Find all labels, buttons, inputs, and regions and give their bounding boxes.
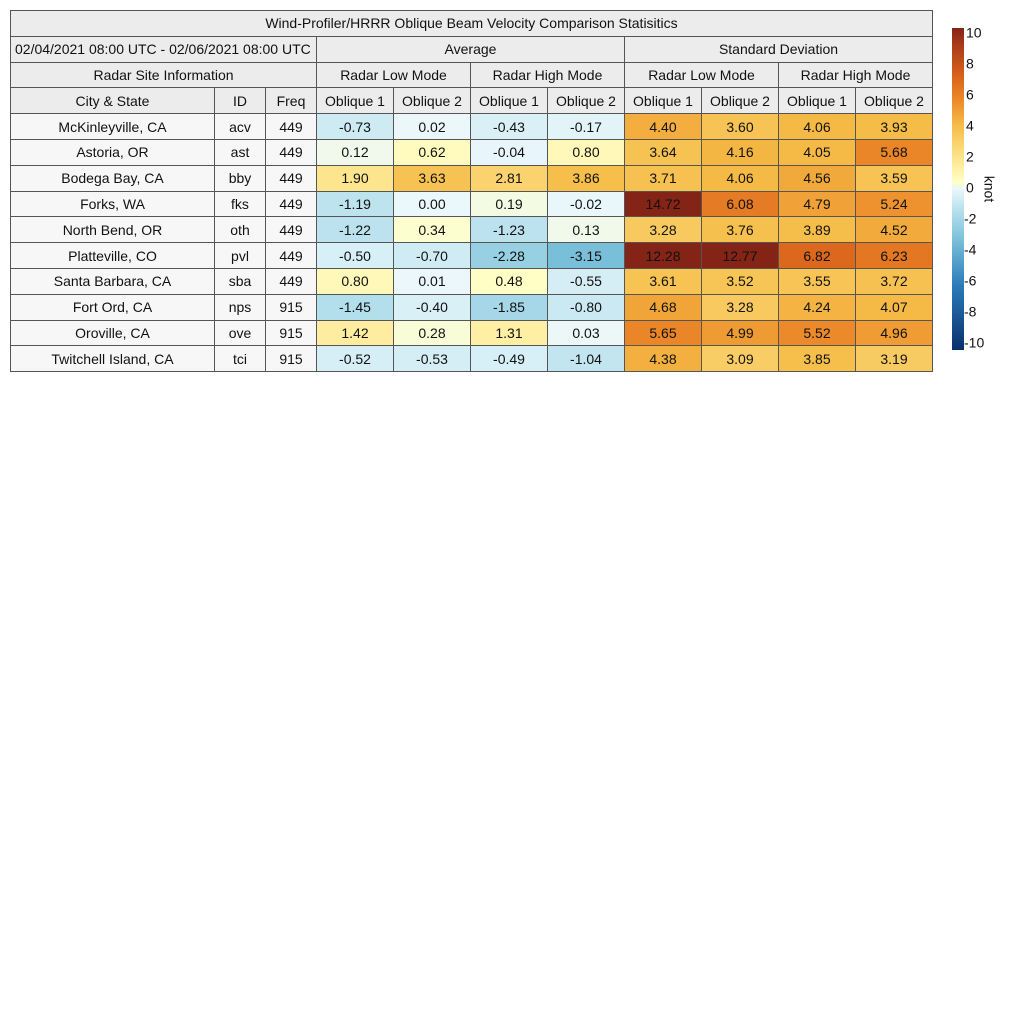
average-group-header: Average	[317, 36, 625, 62]
site-city: Bodega Bay, CA	[11, 165, 215, 191]
table-row	[11, 165, 933, 191]
value-cell: -0.40	[394, 294, 471, 320]
column-header-std-low-oblique-1: Oblique 1	[625, 88, 702, 114]
column-header-std-low-oblique-2: Oblique 2	[702, 88, 779, 114]
site-id: acv	[215, 114, 266, 140]
value-cell: 3.55	[779, 268, 856, 294]
colorbar-unit-label: knot	[981, 175, 998, 203]
value-cell: 0.03	[548, 320, 625, 346]
table-row	[11, 114, 933, 140]
value-cell: 0.80	[317, 268, 394, 294]
value-cell: -0.43	[471, 114, 548, 140]
colorbar-tick-label: 4	[966, 117, 974, 134]
value-cell: 3.71	[625, 165, 702, 191]
value-cell: 4.06	[702, 165, 779, 191]
value-cell: 3.59	[856, 165, 933, 191]
value-cell: 3.19	[856, 346, 933, 372]
column-header-avg-high-oblique-1: Oblique 1	[471, 88, 548, 114]
value-cell: 3.86	[548, 165, 625, 191]
site-id: oth	[215, 217, 266, 243]
value-cell: 2.81	[471, 165, 548, 191]
value-cell: -1.19	[317, 191, 394, 217]
value-cell: 4.16	[702, 139, 779, 165]
value-cell: 3.60	[702, 114, 779, 140]
value-cell: -0.50	[317, 243, 394, 269]
colorbar-tick-label: -10	[964, 334, 985, 351]
site-city: Platteville, CO	[11, 243, 215, 269]
value-cell: 3.72	[856, 268, 933, 294]
table-row	[11, 346, 933, 372]
value-cell: 0.13	[548, 217, 625, 243]
value-cell: 6.08	[702, 191, 779, 217]
value-cell: -0.73	[317, 114, 394, 140]
site-city: North Bend, OR	[11, 217, 215, 243]
site-freq: 449	[266, 139, 317, 165]
site-freq: 915	[266, 320, 317, 346]
value-cell: 4.79	[779, 191, 856, 217]
value-cell: 4.52	[856, 217, 933, 243]
mode-header-avg-low: Radar Low Mode	[317, 62, 471, 88]
column-header-avg-low-oblique-2: Oblique 2	[394, 88, 471, 114]
value-cell: 4.06	[779, 114, 856, 140]
site-freq: 449	[266, 217, 317, 243]
site-city: Oroville, CA	[11, 320, 215, 346]
table-row	[11, 320, 933, 346]
value-cell: 0.12	[317, 139, 394, 165]
site-info-header: Radar Site Information	[11, 62, 317, 88]
column-header-city: City & State	[11, 88, 215, 114]
value-cell: 0.19	[471, 191, 548, 217]
column-header-freq: Freq	[266, 88, 317, 114]
site-id: tci	[215, 346, 266, 372]
value-cell: 0.01	[394, 268, 471, 294]
column-header-avg-high-oblique-2: Oblique 2	[548, 88, 625, 114]
value-cell: -0.02	[548, 191, 625, 217]
value-cell: 0.62	[394, 139, 471, 165]
colorbar-tick-label: -4	[964, 241, 977, 258]
site-city: Santa Barbara, CA	[11, 268, 215, 294]
std-dev-group-header: Standard Deviation	[625, 36, 933, 62]
site-freq: 449	[266, 268, 317, 294]
value-cell: 5.52	[779, 320, 856, 346]
mode-header-std-high: Radar High Mode	[779, 62, 933, 88]
value-cell: -1.22	[317, 217, 394, 243]
value-cell: 3.63	[394, 165, 471, 191]
table-row	[11, 294, 933, 320]
value-cell: -1.85	[471, 294, 548, 320]
site-city: Astoria, OR	[11, 139, 215, 165]
site-city: Twitchell Island, CA	[11, 346, 215, 372]
value-cell: 12.77	[702, 243, 779, 269]
value-cell: 3.09	[702, 346, 779, 372]
site-freq: 449	[266, 243, 317, 269]
site-freq: 915	[266, 294, 317, 320]
value-cell: 4.07	[856, 294, 933, 320]
value-cell: 0.00	[394, 191, 471, 217]
site-id: nps	[215, 294, 266, 320]
column-header-std-high-oblique-1: Oblique 1	[779, 88, 856, 114]
table-row	[11, 268, 933, 294]
colorbar-gradient	[952, 28, 964, 350]
value-cell: 4.24	[779, 294, 856, 320]
chart-title: Wind-Profiler/HRRR Oblique Beam Velocity Comparison Statisitics	[11, 11, 933, 37]
value-cell: 6.82	[779, 243, 856, 269]
value-cell: 3.76	[702, 217, 779, 243]
colorbar-tick-label: 6	[966, 86, 974, 103]
table-row	[11, 217, 933, 243]
site-id: pvl	[215, 243, 266, 269]
site-id: ast	[215, 139, 266, 165]
value-cell: 3.89	[779, 217, 856, 243]
value-cell: 4.96	[856, 320, 933, 346]
value-cell: 3.61	[625, 268, 702, 294]
colorbar-tick-label: -6	[964, 272, 977, 289]
site-id: ove	[215, 320, 266, 346]
value-cell: -2.28	[471, 243, 548, 269]
column-header-avg-low-oblique-1: Oblique 1	[317, 88, 394, 114]
value-cell: -3.15	[548, 243, 625, 269]
value-cell: -0.80	[548, 294, 625, 320]
column-header-std-high-oblique-2: Oblique 2	[856, 88, 933, 114]
site-city: McKinleyville, CA	[11, 114, 215, 140]
site-freq: 449	[266, 165, 317, 191]
value-cell: 4.38	[625, 346, 702, 372]
value-cell: -1.45	[317, 294, 394, 320]
value-cell: -0.49	[471, 346, 548, 372]
site-id: sba	[215, 268, 266, 294]
value-cell: 0.02	[394, 114, 471, 140]
value-cell: 3.93	[856, 114, 933, 140]
colorbar-tick-label: 8	[966, 55, 974, 72]
value-cell: 3.52	[702, 268, 779, 294]
value-cell: 3.64	[625, 139, 702, 165]
colorbar-tick-label: 10	[966, 24, 982, 41]
value-cell: 4.56	[779, 165, 856, 191]
value-cell: 5.24	[856, 191, 933, 217]
colorbar-tick-label: 2	[966, 148, 974, 165]
value-cell: 0.80	[548, 139, 625, 165]
value-cell: 4.40	[625, 114, 702, 140]
value-cell: 6.23	[856, 243, 933, 269]
colorbar-legend	[950, 26, 1014, 356]
value-cell: 3.28	[625, 217, 702, 243]
table-row	[11, 243, 933, 269]
value-cell: 3.85	[779, 346, 856, 372]
value-cell: -0.53	[394, 346, 471, 372]
colorbar-tick-label: 0	[966, 179, 974, 196]
table-row	[11, 191, 933, 217]
value-cell: 4.68	[625, 294, 702, 320]
value-cell: 0.34	[394, 217, 471, 243]
value-cell: 5.65	[625, 320, 702, 346]
mode-header-avg-high: Radar High Mode	[471, 62, 625, 88]
value-cell: -0.52	[317, 346, 394, 372]
value-cell: -1.23	[471, 217, 548, 243]
value-cell: 5.68	[856, 139, 933, 165]
value-cell: -0.04	[471, 139, 548, 165]
site-freq: 449	[266, 114, 317, 140]
value-cell: -0.55	[548, 268, 625, 294]
mode-header-std-low: Radar Low Mode	[625, 62, 779, 88]
site-city: Fort Ord, CA	[11, 294, 215, 320]
value-cell: 4.05	[779, 139, 856, 165]
value-cell: 12.28	[625, 243, 702, 269]
value-cell: 1.31	[471, 320, 548, 346]
value-cell: 1.90	[317, 165, 394, 191]
site-freq: 449	[266, 191, 317, 217]
value-cell: -1.04	[548, 346, 625, 372]
site-id: bby	[215, 165, 266, 191]
column-header-id: ID	[215, 88, 266, 114]
value-cell: 3.28	[702, 294, 779, 320]
site-id: fks	[215, 191, 266, 217]
colorbar-tick-label: -8	[964, 303, 977, 320]
colorbar-tick-label: -2	[964, 210, 977, 227]
value-cell: 14.72	[625, 191, 702, 217]
value-cell: -0.17	[548, 114, 625, 140]
table-row	[11, 139, 933, 165]
date-range: 02/04/2021 08:00 UTC - 02/06/2021 08:00 UTC	[11, 36, 317, 62]
comparison-stats-table	[10, 10, 933, 372]
value-cell: 4.99	[702, 320, 779, 346]
value-cell: 1.42	[317, 320, 394, 346]
value-cell: -0.70	[394, 243, 471, 269]
site-city: Forks, WA	[11, 191, 215, 217]
value-cell: 0.28	[394, 320, 471, 346]
value-cell: 0.48	[471, 268, 548, 294]
site-freq: 915	[266, 346, 317, 372]
